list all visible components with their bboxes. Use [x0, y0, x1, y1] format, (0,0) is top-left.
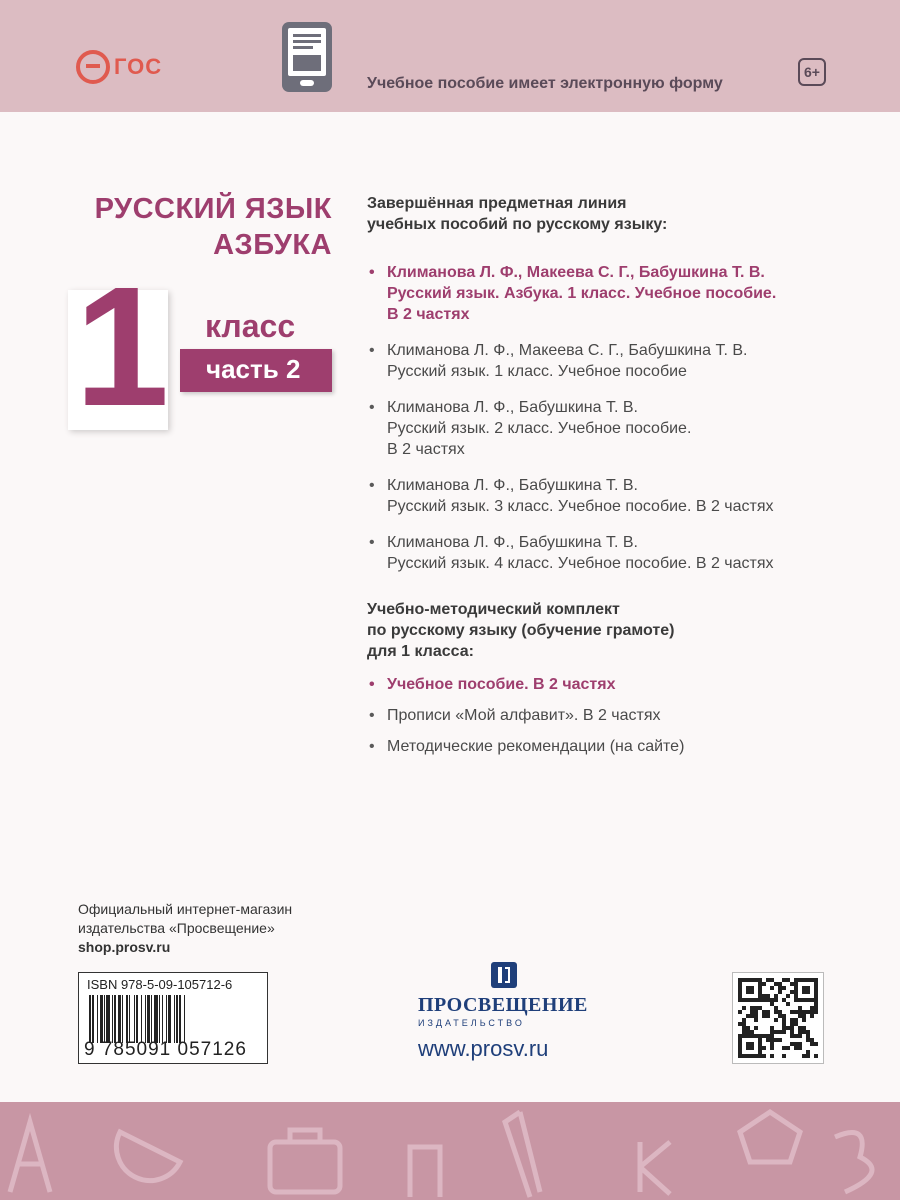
barcode-bar	[185, 995, 187, 1043]
list-item-line: Русский язык. 1 класс. Учебное пособие	[387, 363, 687, 380]
qr-code-icon[interactable]	[732, 972, 824, 1064]
ebook-note: Учебное пособие имеет электронную форму	[367, 75, 723, 92]
shop-line2: издательства «Просвещение»	[78, 920, 275, 936]
shop-url-link[interactable]: shop.prosv.ru	[78, 939, 171, 955]
book-title-line1: РУССКИЙ ЯЗЫК	[94, 193, 332, 225]
list-item	[367, 736, 847, 757]
kit-heading-line: по русскому языку (обучение грамоте)	[367, 622, 675, 639]
fgos-logo-text: ГОС	[114, 54, 163, 79]
list-item-line: Русский язык. 3 класс. Учебное пособие. В 2 частях	[387, 498, 774, 515]
isbn-label: ISBN 978-5-09-105712-6	[87, 977, 233, 992]
book-title-line2: АЗБУКА	[213, 229, 332, 261]
list-item	[367, 532, 847, 574]
grade-label: класс	[205, 308, 296, 344]
list-item-line: • Прописи «Мой алфавит». В 2 частях	[387, 707, 661, 724]
list-item-line: Русский язык. Азбука. 1 класс. Учебное пособие.	[387, 285, 777, 302]
barcode-digits: 9 785091 057126	[84, 1039, 247, 1060]
publisher-logo-icon	[491, 962, 517, 988]
list-item-line: В 2 частях	[387, 441, 465, 458]
kit-list	[367, 674, 847, 767]
fgos-logo	[76, 44, 162, 90]
series-heading-line: Завершённая предметная линия	[367, 195, 627, 212]
shop-info	[78, 900, 292, 957]
list-item-line: • Учебное пособие. В 2 частях	[387, 676, 616, 693]
barcode-bars	[89, 995, 259, 1043]
list-item	[367, 674, 847, 695]
list-item-line: • Климанова Л. Ф., Бабушкина Т. В.	[387, 399, 638, 416]
list-item	[367, 262, 847, 325]
list-item	[367, 475, 847, 517]
kit-heading-line: для 1 класса:	[367, 643, 474, 660]
decor-pattern-icon	[0, 1102, 900, 1200]
series-heading	[367, 193, 827, 235]
kit-heading-line: Учебно-методический комплект	[367, 601, 620, 618]
publisher-name: ПРОСВЕЩЕНИЕ	[418, 994, 588, 1016]
list-item	[367, 340, 847, 382]
bottom-decor-band	[0, 1102, 900, 1200]
list-item-line: Русский язык. 2 класс. Учебное пособие.	[387, 420, 692, 437]
series-list	[367, 262, 847, 589]
list-item	[367, 397, 847, 460]
publisher-subtitle: ИЗДАТЕЛЬСТВО	[418, 1018, 525, 1028]
list-item-line: • Климанова Л. Ф., Макеева С. Г., Бабушкина Т. В.	[387, 264, 765, 281]
list-item	[367, 705, 847, 726]
list-item-line: Русский язык. 4 класс. Учебное пособие. В 2 частях	[387, 555, 774, 572]
list-item-line: В 2 частях	[387, 306, 470, 323]
list-item-line: • Климанова Л. Ф., Бабушкина Т. В.	[387, 534, 638, 551]
list-item-line: • Климанова Л. Ф., Макеева С. Г., Бабушкина Т. В.	[387, 342, 748, 359]
age-rating-badge: 6+	[798, 58, 826, 86]
ebook-reader-icon	[282, 22, 332, 92]
list-item-line: • Климанова Л. Ф., Бабушкина Т. В.	[387, 477, 638, 494]
fgos-circle-icon	[76, 50, 110, 84]
series-heading-line: учебных пособий по русскому языку:	[367, 216, 668, 233]
isbn-barcode	[78, 972, 268, 1064]
list-item-line: • Методические рекомендации (на сайте)	[387, 738, 685, 755]
grade-number: 1	[74, 252, 170, 442]
shop-line1: Официальный интернет-магазин	[78, 901, 293, 917]
publisher-url-link[interactable]: www.prosv.ru	[418, 1036, 549, 1061]
kit-heading	[367, 599, 827, 662]
part-label: часть 2	[206, 354, 301, 384]
